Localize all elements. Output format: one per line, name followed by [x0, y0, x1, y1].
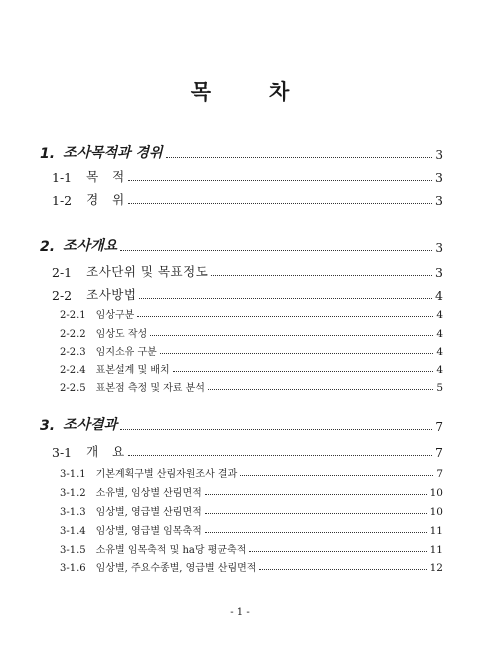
subsection-title: 조사단위 및 목표정도 [86, 264, 209, 279]
item-number: 2-2.5 [60, 383, 86, 394]
page-number: 12 [429, 562, 443, 574]
item-title: 임상구분 [95, 310, 135, 321]
toc-item-2-2-4[interactable] [60, 361, 443, 376]
toc-item-3-1-3[interactable] [60, 503, 443, 518]
page-number: 4 [436, 364, 443, 376]
subsection-number: 1-2 [52, 193, 73, 208]
toc-item-3-1-5[interactable] [60, 541, 443, 556]
dot-leader [160, 353, 434, 354]
dot-leader [240, 475, 433, 476]
dot-leader [137, 316, 433, 317]
toc-item-3-1-2[interactable] [60, 484, 443, 499]
page-number: 11 [429, 525, 443, 537]
item-title: 소유별, 임상별 산림면적 [95, 488, 202, 499]
section-number: 1. [40, 146, 56, 162]
section-number: 3. [40, 418, 56, 434]
dot-leader [120, 429, 432, 430]
page-number: 3 [435, 265, 443, 280]
dot-leader [173, 371, 434, 372]
item-number: 2-2.4 [60, 365, 86, 376]
item-number: 3-1.3 [60, 507, 86, 518]
item-number: 2-2.1 [60, 310, 86, 321]
section-title: 조사결과 [63, 417, 118, 433]
page-number: 10 [429, 506, 443, 518]
subsection-title: 경 위 [86, 192, 125, 207]
page-number: 3 [435, 148, 443, 162]
title-char-1: 목 [190, 80, 211, 104]
toc-section-2[interactable] [40, 235, 443, 255]
toc-item-2-2-5[interactable] [60, 379, 443, 394]
toc-section-1[interactable] [40, 142, 443, 162]
dot-leader [249, 551, 426, 552]
item-number: 2-2.3 [60, 347, 86, 358]
section-title: 조사목적과 경위 [63, 145, 163, 161]
item-number: 3-1.4 [60, 526, 86, 537]
item-title: 임상도 작성 [95, 329, 148, 340]
toc-subsection-3-1[interactable] [52, 442, 443, 460]
item-title: 임상별, 주요수종별, 영급별 산림면적 [95, 563, 257, 574]
item-title: 기본계획구별 산림자원조사 결과 [95, 469, 238, 480]
toc-item-2-2-2[interactable] [60, 325, 443, 340]
page-footer: - 1 - [230, 607, 250, 618]
item-title: 임상별, 영급별 산림면적 [95, 507, 202, 518]
item-title: 임상별, 영급별 임목축적 [95, 526, 202, 537]
page-number: 7 [435, 445, 443, 460]
subsection-number: 3-1 [52, 445, 73, 460]
page-number: 4 [435, 288, 443, 303]
page-number: 3 [435, 170, 443, 185]
toc-item-2-2-3[interactable] [60, 343, 443, 358]
subsection-title: 조사방법 [86, 287, 137, 302]
item-title: 소유별 임목축적 및 ha당 평균축적 [95, 545, 247, 556]
item-number: 3-1.6 [60, 563, 86, 574]
toc-item-2-2-1[interactable] [60, 306, 443, 321]
page-number: 10 [429, 487, 443, 499]
toc-item-3-1-4[interactable] [60, 522, 443, 537]
dot-leader [128, 180, 432, 181]
dot-leader [205, 513, 427, 514]
page-number: 11 [429, 544, 443, 556]
subsection-title: 개 요 [86, 444, 125, 459]
toc-section-3[interactable] [40, 414, 443, 434]
section-title: 조사개요 [63, 238, 118, 254]
dot-leader [211, 275, 432, 276]
dot-leader [205, 494, 427, 495]
toc-subsection-2-1[interactable] [52, 262, 443, 280]
toc-subsection-1-1[interactable] [52, 167, 443, 185]
dot-leader [128, 455, 432, 456]
dot-leader [150, 335, 433, 336]
section-number: 2. [40, 239, 56, 255]
dot-leader [166, 157, 433, 158]
subsection-number: 2-2 [52, 288, 73, 303]
toc-subsection-2-2[interactable] [52, 285, 443, 303]
subsection-number: 1-1 [52, 170, 73, 185]
page-number: 5 [436, 382, 443, 394]
title-char-2: 차 [269, 80, 290, 104]
page-number: 3 [435, 193, 443, 208]
item-title: 표본설계 및 배치 [95, 365, 170, 376]
item-title: 임지소유 구분 [95, 347, 157, 358]
page-number: 7 [435, 420, 443, 434]
dot-leader [139, 298, 432, 299]
subsection-title: 목 적 [86, 169, 125, 184]
item-number: 3-1.2 [60, 488, 86, 499]
toc-subsection-1-2[interactable] [52, 190, 443, 208]
item-title: 표본점 측정 및 자료 분석 [95, 383, 205, 394]
page-number: 4 [436, 346, 443, 358]
toc-item-3-1-1[interactable] [60, 465, 443, 480]
page-number: 3 [435, 241, 443, 255]
page-number: 4 [436, 309, 443, 321]
dot-leader [205, 532, 427, 533]
page-number: 4 [436, 328, 443, 340]
dot-leader [208, 389, 433, 390]
toc-item-3-1-6[interactable] [60, 559, 443, 574]
dot-leader [120, 250, 432, 251]
page-number: 7 [436, 468, 443, 480]
subsection-number: 2-1 [52, 265, 73, 280]
dot-leader [259, 569, 426, 570]
item-number: 3-1.5 [60, 545, 86, 556]
item-number: 3-1.1 [60, 469, 86, 480]
dot-leader [128, 203, 432, 204]
item-number: 2-2.2 [60, 329, 86, 340]
